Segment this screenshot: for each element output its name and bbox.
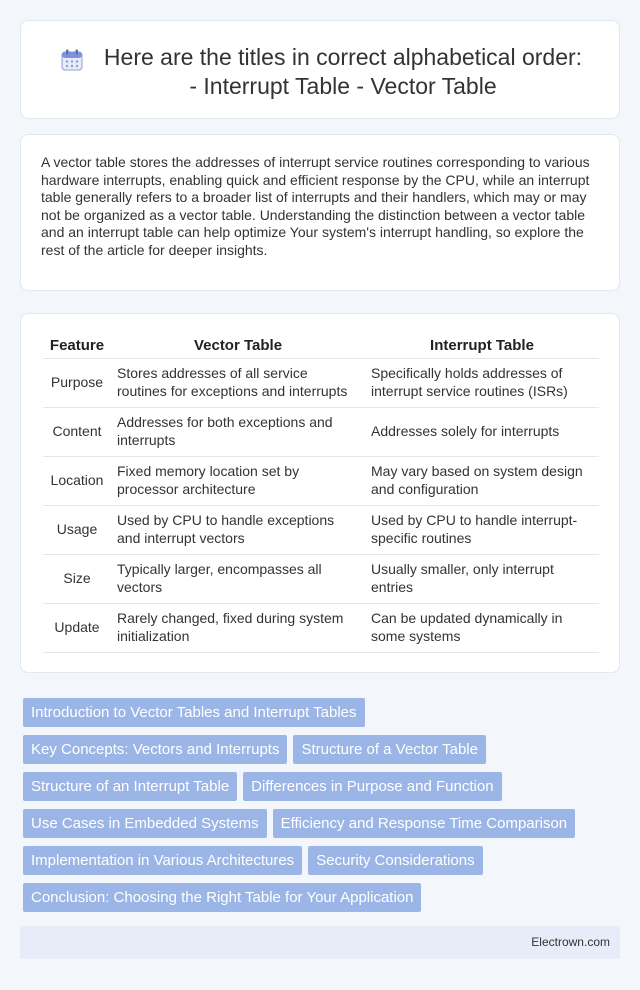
- feature-cell: Purpose: [43, 358, 111, 407]
- vector-table-cell: Used by CPU to handle exceptions and interrupt vectors: [111, 505, 365, 554]
- comparison-table: [43, 334, 599, 653]
- page-title: [104, 43, 582, 101]
- feature-cell: Size: [43, 554, 111, 603]
- topic-link[interactable]: Conclusion: Choosing the Right Table for Your Application: [23, 883, 421, 912]
- interrupt-table-cell: Used by CPU to handle interrupt-specific routines: [365, 505, 599, 554]
- feature-cell: Update: [43, 603, 111, 652]
- interrupt-table-cell: May vary based on system design and configuration: [365, 456, 599, 505]
- intro-paragraph: A vector table stores the addresses of interrupt service routines corresponding to various hardware interrupts, enabling quick and efficient response by the CPU, while an interrupt table generally refers to a broader list of interrupts and their handlers, which may or may not be organized as a vector table. Understanding the distinction between a vector table and an interrupt table can help optimize Your system's interrupt handling, so explore the rest of the article for deeper insights.: [41, 154, 590, 258]
- table-row: [43, 505, 599, 554]
- page-title-line1: Here are the titles in correct alphabetical order:: [103, 44, 583, 70]
- interrupt-table-cell: Specifically holds addresses of interrupt service routines (ISRs): [365, 358, 599, 407]
- table-row: [43, 456, 599, 505]
- topic-link[interactable]: Security Considerations: [308, 846, 482, 875]
- topic-links: [23, 698, 613, 912]
- table-header-row: [43, 334, 599, 358]
- title-row: [21, 43, 621, 101]
- footer: [20, 926, 620, 959]
- vector-table-cell: Fixed memory location set by processor architecture: [111, 456, 365, 505]
- vector-table-cell: Typically larger, encompasses all vectors: [111, 554, 365, 603]
- topic-link[interactable]: Structure of an Interrupt Table: [23, 772, 237, 801]
- column-header-interrupt-table: Interrupt Table: [365, 334, 599, 358]
- footer-brand[interactable]: Electrown.com: [531, 935, 610, 949]
- table-row: [43, 407, 599, 456]
- vector-table-cell: Addresses for both exceptions and interrupts: [111, 407, 365, 456]
- feature-cell: Location: [43, 456, 111, 505]
- feature-cell: Usage: [43, 505, 111, 554]
- column-header-feature: Feature: [43, 334, 111, 358]
- vector-table-cell: Rarely changed, fixed during system initialization: [111, 603, 365, 652]
- title-card: [20, 20, 620, 119]
- interrupt-table-cell: Usually smaller, only interrupt entries: [365, 554, 599, 603]
- topic-link[interactable]: Use Cases in Embedded Systems: [23, 809, 267, 838]
- page-title-line2: - Interrupt Table - Vector Table: [189, 73, 497, 99]
- table-row: [43, 554, 599, 603]
- interrupt-table-cell: Can be updated dynamically in some systems: [365, 603, 599, 652]
- topic-link[interactable]: Implementation in Various Architectures: [23, 846, 302, 875]
- column-header-vector-table: Vector Table: [111, 334, 365, 358]
- interrupt-table-cell: Addresses solely for interrupts: [365, 407, 599, 456]
- topic-link[interactable]: Structure of a Vector Table: [293, 735, 486, 764]
- table-row: [43, 603, 599, 652]
- vector-table-cell: Stores addresses of all service routines for exceptions and interrupts: [111, 358, 365, 407]
- topic-link[interactable]: Introduction to Vector Tables and Interrupt Tables: [23, 698, 365, 727]
- topic-link[interactable]: Efficiency and Response Time Comparison: [273, 809, 576, 838]
- feature-cell: Content: [43, 407, 111, 456]
- topic-link[interactable]: Key Concepts: Vectors and Interrupts: [23, 735, 287, 764]
- topic-link[interactable]: Differences in Purpose and Function: [243, 772, 501, 801]
- calendar-icon: [60, 48, 84, 72]
- intro-card: [20, 134, 620, 291]
- comparison-card: [20, 313, 620, 673]
- table-row: [43, 358, 599, 407]
